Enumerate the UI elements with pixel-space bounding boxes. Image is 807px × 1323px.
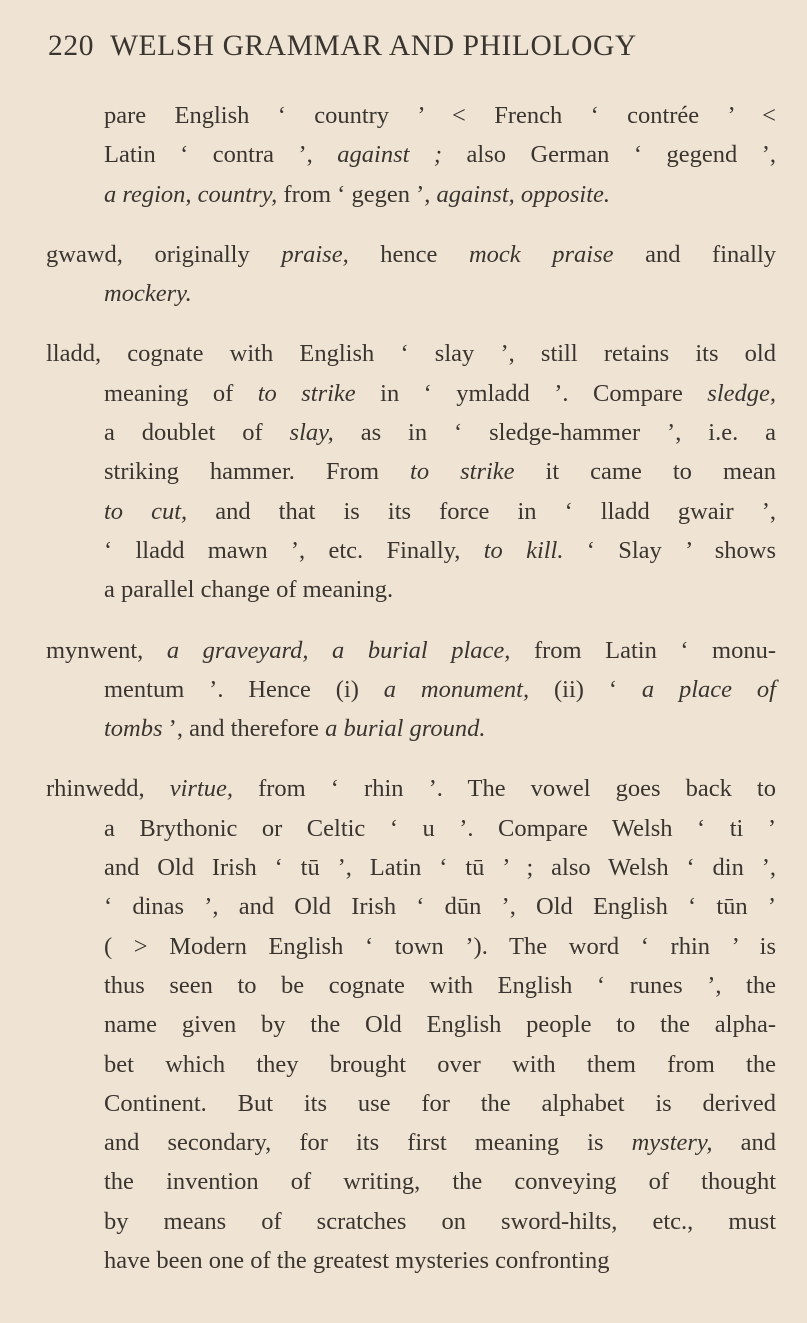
text-run: ‘ Slay ’ shows xyxy=(563,536,776,564)
text-line xyxy=(104,670,776,709)
italic-text: a monument, xyxy=(383,675,530,703)
text-run: (ii) ‘ xyxy=(529,675,642,703)
text-line xyxy=(104,96,776,135)
text-run: gwawd, originally xyxy=(46,240,282,268)
text-run: it came to mean xyxy=(514,458,776,486)
text-line xyxy=(104,570,776,609)
text-line xyxy=(104,927,776,966)
italic-text: a region, country, xyxy=(104,180,278,208)
text-run: ( > Modern English ‘ town ’). The word ‘ rhin ’ is xyxy=(104,932,776,960)
text-line xyxy=(104,1045,776,1084)
text-line xyxy=(104,1202,776,1241)
paragraph-rhinwedd xyxy=(46,769,776,1280)
text-run: the invention of writing, the conveying of thought xyxy=(104,1168,776,1196)
text-run: from Latin ‘ monu- xyxy=(510,636,776,664)
text-run: also German ‘ gegend ’, xyxy=(442,141,776,169)
italic-text: praise, xyxy=(281,240,349,268)
text-line xyxy=(104,452,776,491)
text-line xyxy=(104,848,776,887)
text-line xyxy=(104,966,776,1005)
italic-text: against ; xyxy=(337,141,443,169)
text-run: Continent. But its use for the alphabet is derived xyxy=(104,1089,776,1117)
text-line xyxy=(104,1005,776,1044)
text-line xyxy=(104,1162,776,1201)
text-run: lladd, cognate with English ‘ slay ’, still retains its old xyxy=(46,340,776,368)
text-line xyxy=(104,274,776,313)
text-run: and Old Irish ‘ tū ’, Latin ‘ tū ’ ; also Welsh ‘ din ’, xyxy=(104,854,776,882)
text-run: from ‘ rhin ’. The vowel goes back to xyxy=(233,775,776,803)
text-line xyxy=(104,492,776,531)
italic-text: sledge, xyxy=(707,379,777,407)
paragraph-gwawd xyxy=(46,235,776,314)
text-run: and xyxy=(712,1129,777,1157)
text-run: and that is its force in ‘ lladd gwair ’, xyxy=(187,497,776,525)
text-line xyxy=(104,1241,776,1280)
text-line xyxy=(104,531,776,570)
text-run: hence xyxy=(348,240,469,268)
running-header xyxy=(48,30,768,63)
text-run: pare English ‘ country ’ < French ‘ contrée ’ < xyxy=(104,102,776,129)
italic-text: against, opposite. xyxy=(436,180,611,208)
text-line xyxy=(46,769,776,808)
italic-text: to strike xyxy=(257,379,356,407)
italic-text: mockery. xyxy=(104,280,192,308)
text-run: ‘ dinas ’, and Old Irish ‘ dūn ’, Old English ‘ tūn ’ xyxy=(104,893,776,921)
text-run: thus seen to be cognate with English ‘ runes ’, the xyxy=(104,971,776,999)
text-line xyxy=(104,709,776,748)
text-run: by means of scratches on sword-hilts, etc., must xyxy=(104,1207,776,1235)
text-run: and secondary, for its first meaning is xyxy=(104,1129,632,1157)
text-line xyxy=(104,1084,776,1123)
text-line xyxy=(104,1123,776,1162)
text-line xyxy=(104,809,776,848)
text-run: in ‘ ymladd ’. Compare xyxy=(355,379,708,407)
italic-text: a place of xyxy=(641,675,776,703)
italic-text: mock praise xyxy=(468,240,614,268)
italic-text: tombs xyxy=(104,715,163,743)
text-line xyxy=(104,135,776,174)
text-run: name given by the Old English people to the alpha- xyxy=(104,1011,776,1039)
text-run: ‘ lladd mawn ’, etc. Finally, xyxy=(104,536,484,564)
text-line xyxy=(104,374,776,413)
text-run: and finally xyxy=(613,240,777,268)
text-run: mynwent, xyxy=(46,636,167,664)
text-line xyxy=(46,631,776,670)
text-run: bet which they brought over with them from the xyxy=(104,1050,776,1078)
running-title: WELSH GRAMMAR AND PHILOLOGY xyxy=(110,30,637,62)
text-run: meaning of xyxy=(104,379,258,407)
italic-text: to strike xyxy=(410,458,515,486)
text-run: as in ‘ sledge-hammer ’, i.e. a xyxy=(333,419,776,447)
italic-text: virtue, xyxy=(169,775,234,803)
text-line xyxy=(46,235,777,274)
page-body xyxy=(46,96,776,1301)
text-run: striking hammer. From xyxy=(104,458,411,486)
italic-text: to cut, xyxy=(104,497,188,525)
italic-text: slay, xyxy=(289,419,334,447)
text-run: ’, and therefore xyxy=(162,715,326,743)
paragraph-country-cont xyxy=(46,96,776,214)
paragraph-mynwent xyxy=(46,631,776,749)
text-line xyxy=(104,887,776,926)
italic-text: mystery, xyxy=(631,1129,713,1157)
text-run: mentum ’. Hence (i) xyxy=(104,675,384,703)
text-run: rhinwedd, xyxy=(46,775,170,803)
italic-text: a graveyard, a burial place, xyxy=(166,636,511,664)
italic-text: to kill. xyxy=(483,536,564,564)
text-run: a Brythonic or Celtic ‘ u ’. Compare Welsh ‘ ti ’ xyxy=(104,814,776,842)
paragraph-lladd xyxy=(46,334,776,609)
text-run: Latin ‘ contra ’, xyxy=(104,141,338,169)
page-number: 220 xyxy=(48,30,95,62)
text-line xyxy=(104,413,776,452)
text-line xyxy=(104,175,776,214)
text-run: from ‘ gegen ’, xyxy=(277,180,437,208)
italic-text: a burial ground. xyxy=(325,715,486,743)
text-run: a parallel change of meaning. xyxy=(104,576,394,604)
text-line xyxy=(46,334,776,373)
text-run: have been one of the greatest mysteries confronting xyxy=(104,1247,610,1275)
text-run: a doublet of xyxy=(104,419,290,447)
